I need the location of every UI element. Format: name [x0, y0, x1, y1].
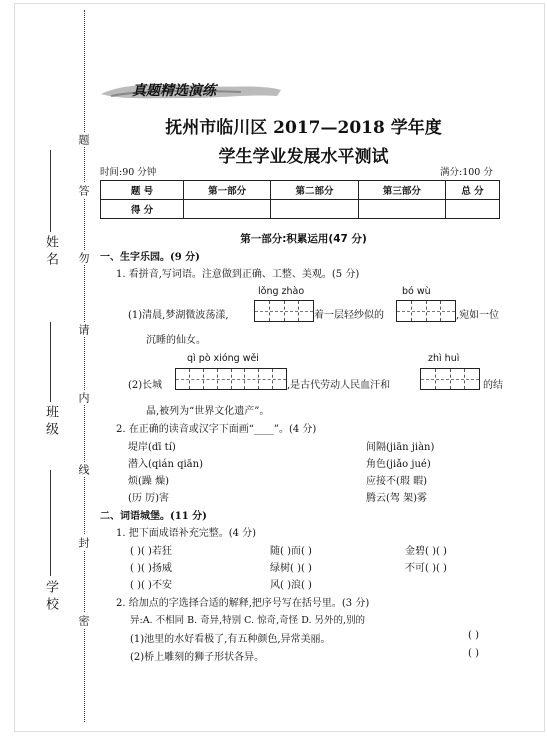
score-cell[interactable] [358, 200, 445, 219]
question-text: 2. 在正确的读音或汉字下面画“____”。(4 分) [116, 424, 317, 435]
writing-grid[interactable] [420, 368, 480, 390]
page-subtitle: 学生学业发展水平测试 [218, 147, 389, 167]
idiom-blank[interactable]: 绿树( )( ) [270, 563, 312, 574]
table-header: 总 分 [446, 181, 500, 200]
class-field-line[interactable] [50, 322, 51, 402]
section-heading: 二、词语城堡。(11 分) [100, 511, 207, 522]
school-label: 学校 [43, 580, 58, 614]
idiom-blank[interactable]: ( )( )扬威 [130, 563, 172, 574]
score-table [100, 180, 500, 219]
full-score-label: 满分:100 分 [440, 167, 493, 178]
question-text: 2. 给加点的字选择合适的解释,把序号写在括号里。(3 分) [116, 598, 370, 609]
section-heading: 一、生字乐园。(9 分) [100, 252, 200, 263]
question-text: (1)池里的水好看极了,有五种颜色,异常美丽。 [130, 634, 331, 645]
writing-grid[interactable] [396, 300, 456, 322]
question-text: (2)长城 [128, 380, 163, 391]
idiom-blank[interactable]: 风( )浪( ) [270, 580, 312, 591]
seal-char: 勿 [77, 252, 90, 263]
score-cell[interactable] [446, 200, 500, 219]
seal-char: 答 [77, 185, 90, 196]
table-header: 题 号 [101, 181, 184, 200]
writing-grid[interactable] [254, 300, 314, 322]
answer-blank[interactable]: ( ) [468, 630, 479, 641]
answer-blank[interactable]: ( ) [468, 648, 479, 659]
options-text: 异:A. 不相同 B. 奇异,特别 C. 惊奇,奇怪 D. 另外的,别的 [130, 615, 366, 626]
pinyin: zhì huì [428, 353, 460, 364]
seal-char: 线 [77, 464, 90, 475]
idiom-blank[interactable]: 不可( )( ) [405, 563, 447, 574]
question-text: 着一层轻纱似的 [314, 310, 384, 321]
score-cell[interactable] [184, 200, 271, 219]
page-title: 抚州市临川区 2017—2018 学年度 [165, 118, 442, 138]
question-text: 1. 把下面成语补充完整。(4 分) [116, 528, 257, 539]
idiom-blank[interactable]: ( )( )不安 [130, 580, 172, 591]
seal-char: 内 [77, 392, 90, 403]
list-item[interactable]: 腾云(驾 架)雾 [366, 493, 427, 504]
pinyin: bó wù [402, 286, 431, 297]
seal-char: 题 [77, 134, 90, 145]
score-cell[interactable] [271, 200, 358, 219]
seal-char: 封 [77, 537, 90, 548]
question-text: 1. 看拼音,写词语。注意做到正确、工整、美观。(5 分) [116, 269, 360, 280]
list-item[interactable]: 应接不(瑕 暇) [366, 476, 427, 487]
pinyin: qì pò xióng wěi [187, 353, 259, 364]
idiom-blank[interactable]: 金碧( )( ) [405, 546, 447, 557]
part-heading: 第一部分:积累运用(47 分) [240, 233, 367, 245]
name-label: 姓名 [43, 235, 58, 269]
question-text: ,宛如一位 [456, 310, 500, 321]
class-label: 班级 [43, 405, 58, 439]
question-text: 沉睡的仙女。 [146, 335, 206, 346]
question-text: (2)桥上雕刻的狮子形状各异。 [130, 652, 265, 663]
table-row-label: 得 分 [101, 200, 184, 219]
pinyin: lǒng zhào [258, 286, 305, 297]
banner-title: 真题精选演练 [132, 83, 216, 99]
table-header: 第一部分 [184, 181, 271, 200]
list-item[interactable]: (历 厉)害 [128, 493, 169, 504]
time-label: 时间:90 分钟 [100, 167, 157, 178]
question-text: 的结 [483, 380, 503, 391]
question-text: 晶,被列为“世界文化遗产”。 [146, 406, 270, 417]
idiom-blank[interactable]: 随( )而( ) [270, 546, 312, 557]
table-header: 第二部分 [271, 181, 358, 200]
writing-grid[interactable] [175, 368, 287, 390]
list-item[interactable]: 烦(躁 燥) [128, 476, 169, 487]
seal-char: 请 [77, 324, 90, 335]
list-item[interactable]: 角色(jiǎo jué) [366, 459, 431, 470]
list-item[interactable]: 间隔(jiān jiàn) [366, 442, 435, 453]
idiom-blank[interactable]: ( )( )若狂 [130, 546, 172, 557]
list-item[interactable]: 堤岸(dī tí) [128, 442, 176, 453]
question-text: (1)清晨,梦湖微波荡漾, [128, 310, 229, 321]
table-header: 第三部分 [358, 181, 445, 200]
question-text: ,是古代劳动人民血汗和 [287, 380, 391, 391]
list-item[interactable]: 潜入(qián qiān) [128, 459, 203, 470]
seal-char: 密 [77, 615, 90, 626]
school-field-line[interactable] [50, 470, 51, 576]
